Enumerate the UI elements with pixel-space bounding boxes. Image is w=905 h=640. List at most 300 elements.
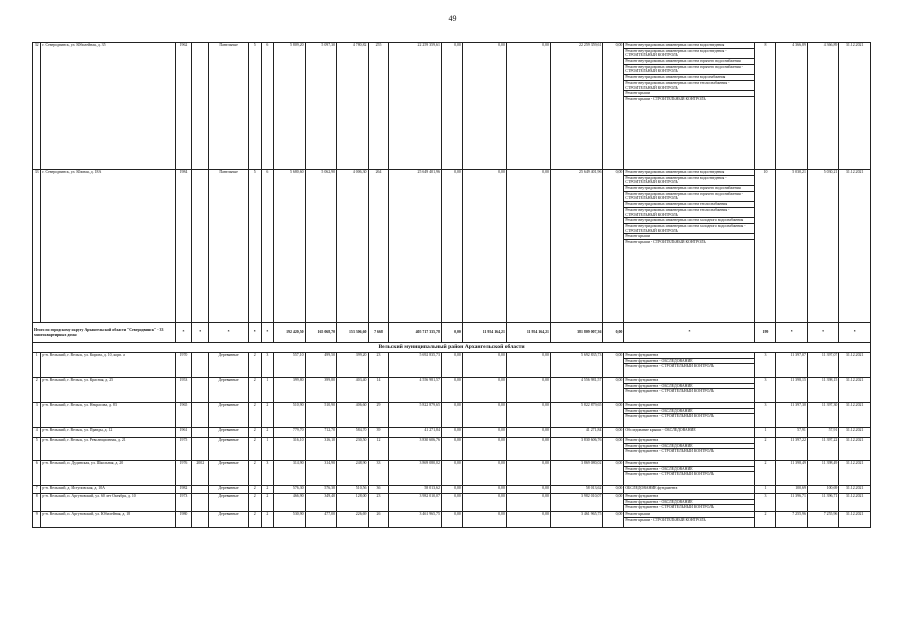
fund-owners-cell: 25 649 401,96 — [550, 170, 602, 323]
floors-cell: 2 — [248, 428, 261, 438]
total-fl-cell: * — [248, 323, 261, 343]
wall-material-cell: Деревянные — [209, 486, 249, 494]
fund-other-cell: 0,00 — [603, 353, 624, 378]
unit-count-cell: 2 — [755, 461, 776, 486]
owned-area-cell: 510,56 — [337, 486, 368, 494]
wall-material-cell: Панельные — [209, 43, 249, 170]
fund-owners-cell: 3 982 010,07 — [550, 494, 602, 512]
total-area-cell: 530,90 — [274, 512, 305, 528]
address-cell: р-н. Вельский, г. Вельск, ул. Революционная, д. 21 — [41, 438, 175, 461]
row-number: 32 — [33, 43, 41, 170]
work-item: Ремонт фундамента - СТРОИТЕЛЬНЫЙ КОНТРОЛЬ — [625, 472, 715, 477]
row-number: 1 — [33, 353, 41, 378]
total-area-cell: 399,80 — [274, 378, 305, 403]
total-year1-cell: * — [175, 323, 192, 343]
repair-cost-total-cell: 22 259 359,61 — [389, 43, 441, 170]
floors-cell: 2 — [248, 353, 261, 378]
repair-cost-total-cell: 5 822 879,65 — [389, 403, 441, 428]
floors-cell: 2 — [248, 438, 261, 461]
total-area-cell: 557,10 — [274, 353, 305, 378]
fund-other-cell: 0,00 — [603, 43, 624, 170]
owned-area-cell: 248,90 — [337, 461, 368, 486]
residents-cell: 39 — [368, 428, 389, 438]
fund-federal-cell: 0,00 — [441, 512, 462, 528]
unit-count-cell: 1 — [755, 486, 776, 494]
address-cell: г. Северодвинск, ул. Южная, д. 18А — [41, 170, 175, 323]
floors-cell: 2 — [248, 378, 261, 403]
unit-cost-cell: 100,69 — [776, 486, 807, 494]
living-area-cell: 5 097,30 — [305, 43, 336, 170]
fund-local-cell: 0,00 — [506, 428, 550, 438]
unit-count-cell: 2 — [755, 512, 776, 528]
year-renovated-cell — [192, 403, 209, 428]
address-cell: р-н. Вельский, г. Вельск, ул. Красная, д. 25 — [41, 378, 175, 403]
row-number: 8 — [33, 494, 41, 512]
table-row — [33, 378, 871, 403]
work-item: Ремонт внутридомовых инженерных систем холодного водоснабжения — [624, 218, 754, 224]
row-number: 33 — [33, 170, 41, 323]
residents-cell: 36 — [368, 486, 389, 494]
fund-owners-cell: 3 830 606,76 — [550, 438, 602, 461]
work-item: ОБСЛЕДОВАНИЕ фундамента — [625, 486, 678, 490]
unit-cost-cell: 11 398,49 — [776, 461, 807, 486]
fund-regional-cell: 0,00 — [462, 353, 506, 378]
address-cell: г. Северодвинск, ул. Юбилейная, д. 35 — [41, 43, 175, 170]
page-number: 49 — [448, 14, 457, 23]
work-item: Ремонт внутридомовых инженерных систем водоотведения — [624, 43, 754, 49]
entrances-cell: 1 — [261, 438, 274, 461]
year-renovated-cell — [192, 438, 209, 461]
work-item: Обследование крыши - ОБСЛЕДОВАНИЕ — [625, 428, 696, 432]
work-item: Ремонт фундамента - СТРОИТЕЛЬНЫЙ КОНТРОЛЬ — [625, 414, 715, 419]
work-item: Ремонт крыши — [624, 91, 754, 97]
fund-federal-cell: 0,00 — [441, 438, 462, 461]
repair-cost-total-cell: 5 692 835,73 — [389, 353, 441, 378]
fund-regional-cell: 0,00 — [462, 170, 506, 323]
work-item: Ремонт крыши - СТРОИТЕЛЬНЫЙ КОНТРОЛЬ — [625, 239, 706, 244]
address-cell: р-н. Вельский, г. Вельск, ул. Правды, д. 12 — [41, 428, 175, 438]
max-unit-cost-cell: 4 366,89 — [807, 43, 838, 170]
work-item: Ремонт внутридомовых инженерных систем горячего водоснабжения — [624, 59, 754, 65]
entrances-cell: 6 — [261, 170, 274, 323]
total-area-cell: 5 680,60 — [274, 170, 305, 323]
max-unit-cost-cell: 11 397,22 — [807, 438, 838, 461]
row-number: 2 — [33, 378, 41, 403]
completion-date-cell: 31.12.2021 — [839, 486, 871, 494]
work-item: Ремонт внутридомовых инженерных систем теплоснабжения — [624, 202, 754, 208]
residents-cell: 264 — [368, 170, 389, 323]
address-cell: р-н. Вельский, г. Вельск, ул. Кирова, д. 10, корп. а — [41, 353, 175, 378]
fund-local-cell: 0,00 — [506, 43, 550, 170]
wall-material-cell: Деревянные — [209, 461, 249, 486]
total-area-cell: 779,70 — [274, 428, 305, 438]
works-list-cell — [624, 461, 755, 486]
total-area2-cell: 165 068,70 — [305, 323, 336, 343]
works-list-cell — [624, 353, 755, 378]
fund-federal-cell: 0,00 — [441, 403, 462, 428]
work-item: Ремонт фундамента - ОБСЛЕДОВАНИЕ — [624, 500, 754, 506]
address-cell: р-н. Вельский, п. Аргуновский, ул. Юбилейная, д. 18 — [41, 512, 175, 528]
address-cell: р-н. Вельский, п. Аргуновский, ул. 60 лет Октября, д. 10 — [41, 494, 175, 512]
completion-date-cell: 31.12.2021 — [839, 43, 871, 170]
total-f5-cell: 0,00 — [603, 323, 624, 343]
fund-regional-cell: 0,00 — [462, 461, 506, 486]
living-area-cell: 477,00 — [305, 512, 336, 528]
repair-cost-total-cell: 3 982 010,07 — [389, 494, 441, 512]
fund-local-cell: 0,00 — [506, 494, 550, 512]
work-item: Ремонт фундамента - ОБСЛЕДОВАНИЕ — [624, 384, 754, 390]
max-unit-cost-cell: 100,69 — [807, 486, 838, 494]
fund-local-cell: 0,00 — [506, 353, 550, 378]
year-built-cell: 1976 — [175, 461, 192, 486]
residents-cell: 23 — [368, 494, 389, 512]
floors-cell: 2 — [248, 461, 261, 486]
year-built-cell: 1953 — [175, 378, 192, 403]
total-f3-cell: 11 954 164,21 — [506, 323, 550, 343]
address-cell: р-н. Вельский, п. Дудинская, ул. Школьная, д. 20 — [41, 461, 175, 486]
wall-material-cell: Деревянные — [209, 403, 249, 428]
table-row — [33, 428, 871, 438]
owned-area-cell: 406,60 — [337, 403, 368, 428]
fund-other-cell: 0,00 — [603, 494, 624, 512]
repair-cost-total-cell: 3 869 080,02 — [389, 461, 441, 486]
floors-cell: 2 — [248, 512, 261, 528]
fund-owners-cell: 22 259 359,61 — [550, 43, 602, 170]
unit-cost-cell: 11 397,22 — [776, 438, 807, 461]
table-body — [33, 43, 871, 528]
fund-local-cell: 0,00 — [506, 403, 550, 428]
entrances-cell: 3 — [261, 353, 274, 378]
total-f4-cell: 381 809 007,36 — [550, 323, 602, 343]
row-number: 6 — [33, 461, 41, 486]
repair-cost-total-cell: 41 271,84 — [389, 428, 441, 438]
fund-owners-cell: 4 556 981,57 — [550, 378, 602, 403]
fund-other-cell: 0,00 — [603, 378, 624, 403]
repair-cost-total-cell: 25 649 401,96 — [389, 170, 441, 323]
year-built-cell: 1965 — [175, 403, 192, 428]
max-unit-cost-cell: 11 397,30 — [807, 403, 838, 428]
work-item: Ремонт фундамента — [624, 494, 754, 500]
entrances-cell: 2 — [261, 403, 274, 428]
work-item: Ремонт внутридомовых инженерных систем холодного водоснабжения - СТРОИТЕЛЬНЫЙ КОНТРОЛЬ — [624, 224, 754, 234]
entrances-cell: 6 — [261, 43, 274, 170]
year-built-cell: 1962 — [175, 43, 192, 170]
completion-date-cell: 31.12.2021 — [839, 378, 871, 403]
owned-area-cell: 4 780,82 — [337, 43, 368, 170]
work-item: Ремонт внутридомовых инженерных систем горячего водоснабжения - СТРОИТЕЛЬНЫЙ КОНТРОЛЬ — [624, 65, 754, 75]
works-list-cell — [624, 43, 755, 170]
work-item: Ремонт внутридомовых инженерных систем водоотведения - СТРОИТЕЛЬНЫЙ КОНТРОЛЬ — [624, 176, 754, 186]
fund-regional-cell: 0,00 — [462, 512, 506, 528]
living-area-cell: 349,40 — [305, 494, 336, 512]
total-people-cell: 7 668 — [368, 323, 389, 343]
fund-regional-cell: 0,00 — [462, 438, 506, 461]
year-renovated-cell — [192, 486, 209, 494]
year-renovated-cell — [192, 353, 209, 378]
address-cell: р-н. Вельский, д. Иступовская, д. 10А — [41, 486, 175, 494]
year-built-cell: 1982 — [175, 486, 192, 494]
owned-area-cell: 403,40 — [337, 378, 368, 403]
work-item: Ремонт крыши — [624, 512, 754, 518]
completion-date-cell: 31.12.2021 — [839, 428, 871, 438]
work-item: Ремонт фундамента - ОБСЛЕДОВАНИЕ — [624, 467, 754, 473]
unit-count-cell: 10 — [755, 170, 776, 323]
unit-cost-cell: 11 398,15 — [776, 378, 807, 403]
region-title: Вельский муниципальный район Архангельской области — [33, 343, 871, 353]
fund-local-cell: 0,00 — [506, 486, 550, 494]
works-list-cell — [624, 403, 755, 428]
completion-date-cell: 31.12.2021 — [839, 170, 871, 323]
owned-area-cell: 399,20 — [337, 353, 368, 378]
work-item: Ремонт фундамента - ОБСЛЕДОВАНИЕ — [624, 409, 754, 415]
table-row — [33, 512, 871, 528]
living-area-cell: 399,80 — [305, 378, 336, 403]
total-area1-cell: 192 420,50 — [274, 323, 305, 343]
living-area-cell: 576,30 — [305, 486, 336, 494]
table-row — [33, 438, 871, 461]
work-item: Ремонт внутридомовых инженерных систем горячего водоснабжения - СТРОИТЕЛЬНЫЙ КОНТРОЛЬ — [624, 192, 754, 202]
total-f2-cell: 11 954 164,21 — [462, 323, 506, 343]
owned-area-cell: 230,50 — [337, 438, 368, 461]
max-unit-cost-cell: 11 396,71 — [807, 494, 838, 512]
wall-material-cell: Деревянные — [209, 353, 249, 378]
year-renovated-cell — [192, 512, 209, 528]
floors-cell: 5 — [248, 43, 261, 170]
work-item: Ремонт фундамента - СТРОИТЕЛЬНЫЙ КОНТРОЛЬ — [625, 505, 715, 510]
table-row — [33, 353, 871, 378]
fund-other-cell: 0,00 — [603, 428, 624, 438]
fund-regional-cell: 0,00 — [462, 486, 506, 494]
completion-date-cell: 31.12.2021 — [839, 403, 871, 428]
total-f1-cell: 0,00 — [441, 323, 462, 343]
year-built-cell: 1980 — [175, 512, 192, 528]
unit-count-cell: 3 — [755, 494, 776, 512]
work-item: Ремонт внутридомовых инженерных систем теплоснабжения - СТРОИТЕЛЬНЫЙ КОНТРОЛЬ — [624, 208, 754, 218]
fund-owners-cell: 58 013,62 — [550, 486, 602, 494]
year-built-cell: 1973 — [175, 494, 192, 512]
entrances-cell: 2 — [261, 512, 274, 528]
living-area-cell: 712,70 — [305, 428, 336, 438]
work-item: Ремонт крыши — [624, 234, 754, 240]
works-list-cell — [624, 428, 755, 438]
max-unit-cost-cell: 11 398,15 — [807, 378, 838, 403]
owned-area-cell: 128,00 — [337, 494, 368, 512]
work-item: Ремонт крыши - СТРОИТЕЛЬНЫЙ КОНТРОЛЬ — [625, 96, 706, 101]
residents-cell: 23 — [368, 353, 389, 378]
table-row — [33, 461, 871, 486]
work-item: Ремонт внутридомовых инженерных систем теплоснабжения - СТРОИТЕЛЬНЫЙ КОНТРОЛЬ — [624, 81, 754, 91]
table-row — [33, 486, 871, 494]
entrances-cell: 2 — [261, 494, 274, 512]
completion-date-cell: 31.12.2021 — [839, 494, 871, 512]
row-number: 4 — [33, 428, 41, 438]
fund-local-cell: 0,00 — [506, 378, 550, 403]
residents-cell: 14 — [368, 378, 389, 403]
total-total-cell: 405 717 335,78 — [389, 323, 441, 343]
table-row — [33, 43, 871, 170]
work-item: Ремонт фундамента - ОБСЛЕДОВАНИЕ — [624, 359, 754, 365]
total-mat-cell: * — [209, 323, 249, 343]
living-area-cell: 5 062,90 — [305, 170, 336, 323]
total-area-cell: 466,90 — [274, 494, 305, 512]
works-list-cell — [624, 512, 755, 528]
entrances-cell: 1 — [261, 378, 274, 403]
works-list-cell — [624, 378, 755, 403]
total-date-cell: * — [839, 323, 871, 343]
fund-local-cell: 0,00 — [506, 170, 550, 323]
fund-owners-cell: 5 692 835,73 — [550, 353, 602, 378]
unit-cost-cell: 11 397,30 — [776, 403, 807, 428]
year-renovated-cell — [192, 378, 209, 403]
row-number: 7 — [33, 486, 41, 494]
max-unit-cost-cell: 7 255,96 — [807, 512, 838, 528]
table-row — [33, 170, 871, 323]
work-item: Ремонт крыши - СТРОИТЕЛЬНЫЙ КОНТРОЛЬ — [625, 517, 706, 522]
total-ent-cell: * — [261, 323, 274, 343]
fund-regional-cell: 0,00 — [462, 494, 506, 512]
repair-cost-total-cell: 3 830 606,76 — [389, 438, 441, 461]
total-area-cell: 510,90 — [274, 403, 305, 428]
work-item: Ремонт фундамента - СТРОИТЕЛЬНЫЙ КОНТРОЛЬ — [625, 389, 715, 394]
unit-cost-cell: 7 255,96 — [776, 512, 807, 528]
living-area-cell: 510,90 — [305, 403, 336, 428]
year-renovated-cell — [192, 494, 209, 512]
repair-cost-total-cell: 58 013,62 — [389, 486, 441, 494]
fund-federal-cell: 0,00 — [441, 486, 462, 494]
floors-cell: 5 — [248, 170, 261, 323]
address-cell: р-н. Вельский, г. Вельск, ул. Некрасова, д. 83 — [41, 403, 175, 428]
owned-area-cell: 4 006,30 — [337, 170, 368, 323]
fund-other-cell: 0,00 — [603, 461, 624, 486]
work-item: Ремонт фундамента — [624, 461, 754, 467]
work-item: Ремонт внутридомовых инженерных систем водоотведения — [624, 170, 754, 176]
table-row — [33, 494, 871, 512]
year-built-cell: 1961 — [175, 428, 192, 438]
table-row — [33, 403, 871, 428]
year-built-cell: 1975 — [175, 438, 192, 461]
region-header-row — [33, 343, 871, 353]
unit-cost-cell: 57,91 — [776, 428, 807, 438]
fund-local-cell: 0,00 — [506, 438, 550, 461]
work-item: Ремонт фундамента — [624, 438, 754, 444]
unit-cost-cell: 11 397,07 — [776, 353, 807, 378]
fund-federal-cell: 0,00 — [441, 170, 462, 323]
entrances-cell: 2 — [261, 486, 274, 494]
fund-local-cell: 0,00 — [506, 461, 550, 486]
fund-other-cell: 0,00 — [603, 170, 624, 323]
row-number: 5 — [33, 438, 41, 461]
total-year2-cell: * — [192, 323, 209, 343]
total-cost1-cell: * — [776, 323, 807, 343]
unit-cost-cell: 5 030,21 — [776, 170, 807, 323]
wall-material-cell: Деревянные — [209, 428, 249, 438]
residents-cell: 255 — [368, 43, 389, 170]
capital-repair-table — [32, 42, 871, 528]
total-work-cell: * — [624, 323, 755, 343]
fund-regional-cell: 0,00 — [462, 43, 506, 170]
residents-cell: 33 — [368, 461, 389, 486]
residents-cell: 12 — [368, 438, 389, 461]
living-area-cell: 316,10 — [305, 438, 336, 461]
floors-cell: 2 — [248, 494, 261, 512]
year-renovated-cell — [192, 43, 209, 170]
fund-regional-cell: 0,00 — [462, 378, 506, 403]
living-area-cell: 499,50 — [305, 353, 336, 378]
residents-cell: 29 — [368, 403, 389, 428]
fund-federal-cell: 0,00 — [441, 494, 462, 512]
year-built-cell: 1984 — [175, 170, 192, 323]
wall-material-cell: Деревянные — [209, 512, 249, 528]
owned-area-cell: 584,70 — [337, 428, 368, 438]
wall-material-cell: Деревянные — [209, 378, 249, 403]
total-area-cell: 5 809,20 — [274, 43, 305, 170]
work-item: Ремонт внутридомовых инженерных систем горячего водоснабжения — [624, 186, 754, 192]
unit-count-cell: 1 — [755, 428, 776, 438]
repair-cost-total-cell: 4 556 981,57 — [389, 378, 441, 403]
completion-date-cell: 31.12.2021 — [839, 512, 871, 528]
repair-cost-total-cell: 3 461 965,75 — [389, 512, 441, 528]
wall-material-cell: Деревянные — [209, 438, 249, 461]
unit-count-cell: 3 — [755, 403, 776, 428]
wall-material-cell: Деревянные — [209, 494, 249, 512]
total-area3-cell: 153 306,60 — [337, 323, 368, 343]
work-item: Ремонт фундамента - СТРОИТЕЛЬНЫЙ КОНТРОЛЬ — [625, 364, 715, 369]
max-unit-cost-cell: 57,91 — [807, 428, 838, 438]
work-item: Ремонт фундамента — [624, 403, 754, 409]
fund-federal-cell: 0,00 — [441, 378, 462, 403]
fund-other-cell: 0,00 — [603, 486, 624, 494]
fund-owners-cell: 3 461 965,75 — [550, 512, 602, 528]
work-item: Ремонт внутридомовых инженерных систем водоснабжения — [624, 75, 754, 81]
unit-count-cell: 3 — [755, 353, 776, 378]
total-cost2-cell: * — [807, 323, 838, 343]
entrances-cell: 3 — [261, 461, 274, 486]
total-label-cell: Итого по городскому округу Архангельской области "Северодвинск" - 33 многоквартирных дома: — [33, 323, 176, 343]
work-item: Ремонт фундамента - ОБСЛЕДОВАНИЕ — [624, 444, 754, 450]
total-area-cell: 314,90 — [274, 461, 305, 486]
living-area-cell: 314,90 — [305, 461, 336, 486]
total-unit-cell: 199 — [755, 323, 776, 343]
row-number: 9 — [33, 512, 41, 528]
max-unit-cost-cell: 5 030,21 — [807, 170, 838, 323]
work-item: Ремонт внутридомовых инженерных систем водоотведения - СТРОИТЕЛЬНЫЙ КОНТРОЛЬ — [624, 49, 754, 59]
total-area-cell: 576,30 — [274, 486, 305, 494]
fund-other-cell: 0,00 — [603, 403, 624, 428]
total-area-cell: 316,10 — [274, 438, 305, 461]
works-list-cell — [624, 438, 755, 461]
wall-material-cell: Панельные — [209, 170, 249, 323]
unit-count-cell: 8 — [755, 43, 776, 170]
unit-count-cell: 3 — [755, 378, 776, 403]
unit-cost-cell: 4 366,89 — [776, 43, 807, 170]
total-row — [33, 323, 871, 343]
max-unit-cost-cell: 11 398,49 — [807, 461, 838, 486]
works-list-cell — [624, 170, 755, 323]
fund-other-cell: 0,00 — [603, 512, 624, 528]
work-item: Ремонт фундамента — [624, 353, 754, 359]
work-item: Ремонт фундамента — [624, 378, 754, 384]
works-list-cell — [624, 494, 755, 512]
works-list-cell — [624, 486, 755, 494]
residents-cell: 26 — [368, 512, 389, 528]
unit-count-cell: 2 — [755, 438, 776, 461]
entrances-cell: 2 — [261, 428, 274, 438]
fund-other-cell: 0,00 — [603, 438, 624, 461]
row-number: 3 — [33, 403, 41, 428]
fund-regional-cell: 0,00 — [462, 428, 506, 438]
fund-owners-cell: 5 822 879,65 — [550, 403, 602, 428]
fund-federal-cell: 0,00 — [441, 353, 462, 378]
